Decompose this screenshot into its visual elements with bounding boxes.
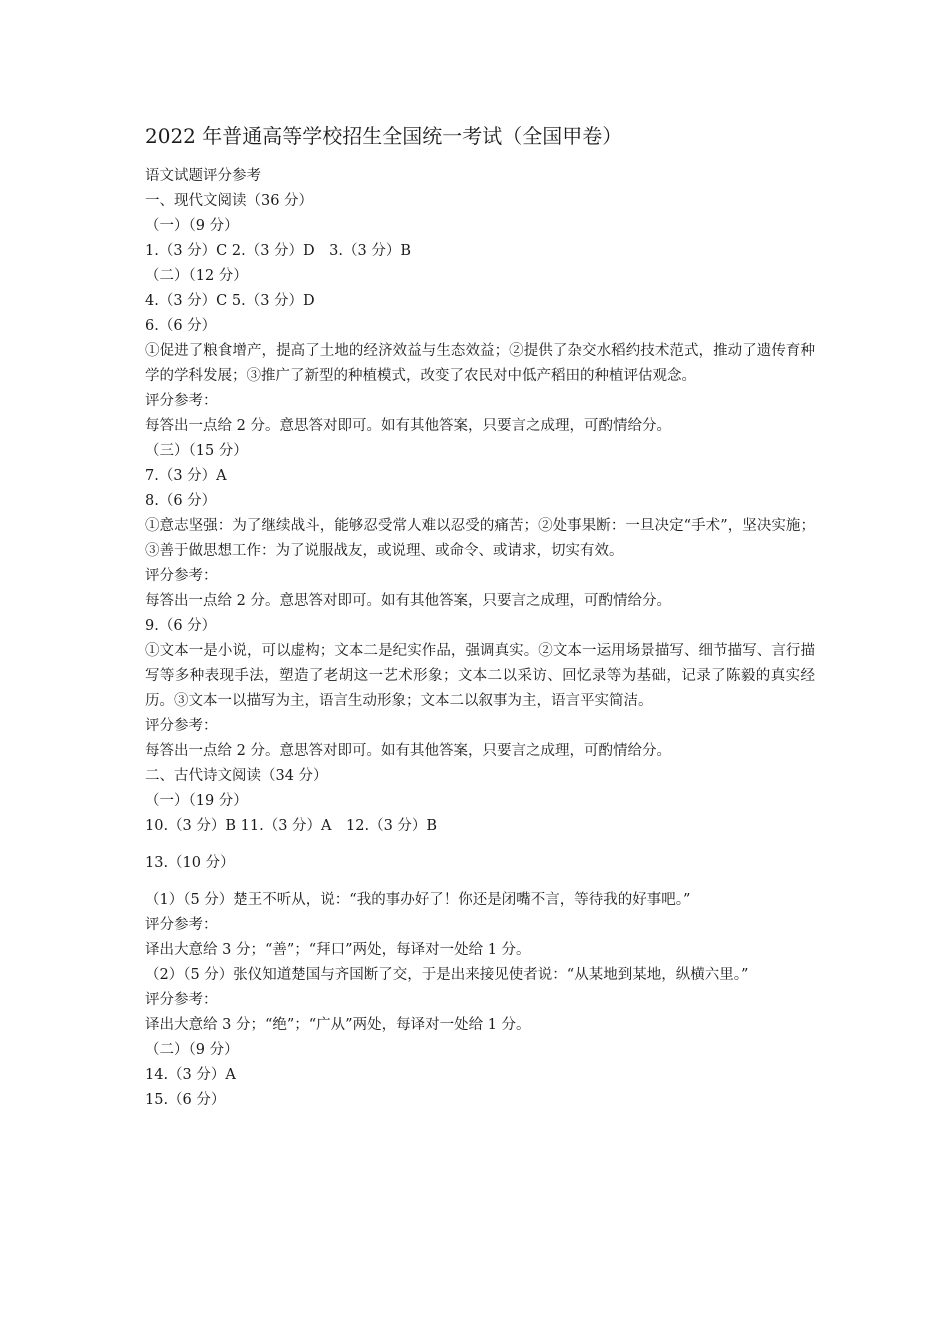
text-line: 10.（3 分）B 11.（3 分）A 12.（3 分）B xyxy=(145,818,438,834)
answer-paragraph: ①促进了粮食增产，提高了土地的经济效益与生态效益；②提供了杂交水稻约技术范式，推动了遗传育种学的学科发展；③推广了新型的种植模式，改变了农民对中低产稻田的种植评估观念。 xyxy=(145,343,815,384)
answer-paragraph: ①意志坚强：为了继续战斗，能够忍受常人难以忍受的痛苦；②处事果断：一旦决定“手术”，坚决实施；③善于做思想工作：为了说服战友，或说理、或命令、或请求，切实有效。 xyxy=(145,518,815,559)
text-line: （三）（15 分） xyxy=(145,443,248,459)
document-title: 2022 年普通高等学校招生全国统一考试（全国甲卷） xyxy=(145,124,623,148)
text-line: 评分参考： xyxy=(145,393,218,409)
text-line: 评分参考： xyxy=(145,568,218,584)
text-line: 一、现代文阅读（36 分） xyxy=(145,193,314,209)
text-line: 译出大意给 3 分；“善”；“拜口”两处，每译对一处给 1 分。 xyxy=(145,942,531,958)
text-line: 6.（6 分） xyxy=(145,318,217,334)
text-line: （一）（9 分） xyxy=(145,218,239,234)
text-line: 4.（3 分）C 5.（3 分）D xyxy=(145,293,315,309)
text-line: 每答出一点给 2 分。意思答对即可。如有其他答案，只要言之成理，可酌情给分。 xyxy=(145,418,671,434)
text-line: 13.（10 分） xyxy=(145,855,235,871)
text-line: 9.（6 分） xyxy=(145,618,217,634)
document-page xyxy=(145,122,815,1113)
text-line: 评分参考： xyxy=(145,917,218,933)
text-line: 语文试题评分参考 xyxy=(145,168,261,184)
text-line: 1.（3 分）C 2.（3 分）D 3.（3 分）B xyxy=(145,243,411,259)
text-line: （二）（12 分） xyxy=(145,268,248,284)
text-line: 每答出一点给 2 分。意思答对即可。如有其他答案，只要言之成理，可酌情给分。 xyxy=(145,743,671,759)
text-line: 15.（6 分） xyxy=(145,1092,226,1108)
text-line: 7.（3 分）A xyxy=(145,468,227,484)
text-line: 8.（6 分） xyxy=(145,493,217,509)
text-line: （1）（5 分）楚王不听从，说：“我的事办好了！你还是闭嘴不言，等待我的好事吧。” xyxy=(145,892,691,908)
answer-paragraph: （2）（5 分）张仪知道楚国与齐国断了交，于是出来接见使者说：“从某地到某地，纵横六里。” xyxy=(145,967,749,983)
answer-paragraph: ①文本一是小说，可以虚构；文本二是纪实作品，强调真实。②文本一运用场景描写、细节描写、言行描写等多种表现手法，塑造了老胡这一艺术形象；文本二以采访、回忆录等为基础，记录了陈毅的真实经历。③文本一以描写为主，语言生动形象；文本二以叙事为主，语言平实简洁。 xyxy=(145,643,815,709)
document-body xyxy=(145,164,815,1113)
text-line: （二）（9 分） xyxy=(145,1042,239,1058)
text-line: 评分参考： xyxy=(145,718,218,734)
text-line: 二、古代诗文阅读（34 分） xyxy=(145,768,328,784)
text-line: 每答出一点给 2 分。意思答对即可。如有其他答案，只要言之成理，可酌情给分。 xyxy=(145,593,671,609)
text-line: 14.（3 分）A xyxy=(145,1067,236,1083)
text-line: 评分参考： xyxy=(145,992,218,1008)
text-line: 译出大意给 3 分；“绝”；“广从”两处，每译对一处给 1 分。 xyxy=(145,1017,531,1033)
text-line: （一）（19 分） xyxy=(145,793,248,809)
